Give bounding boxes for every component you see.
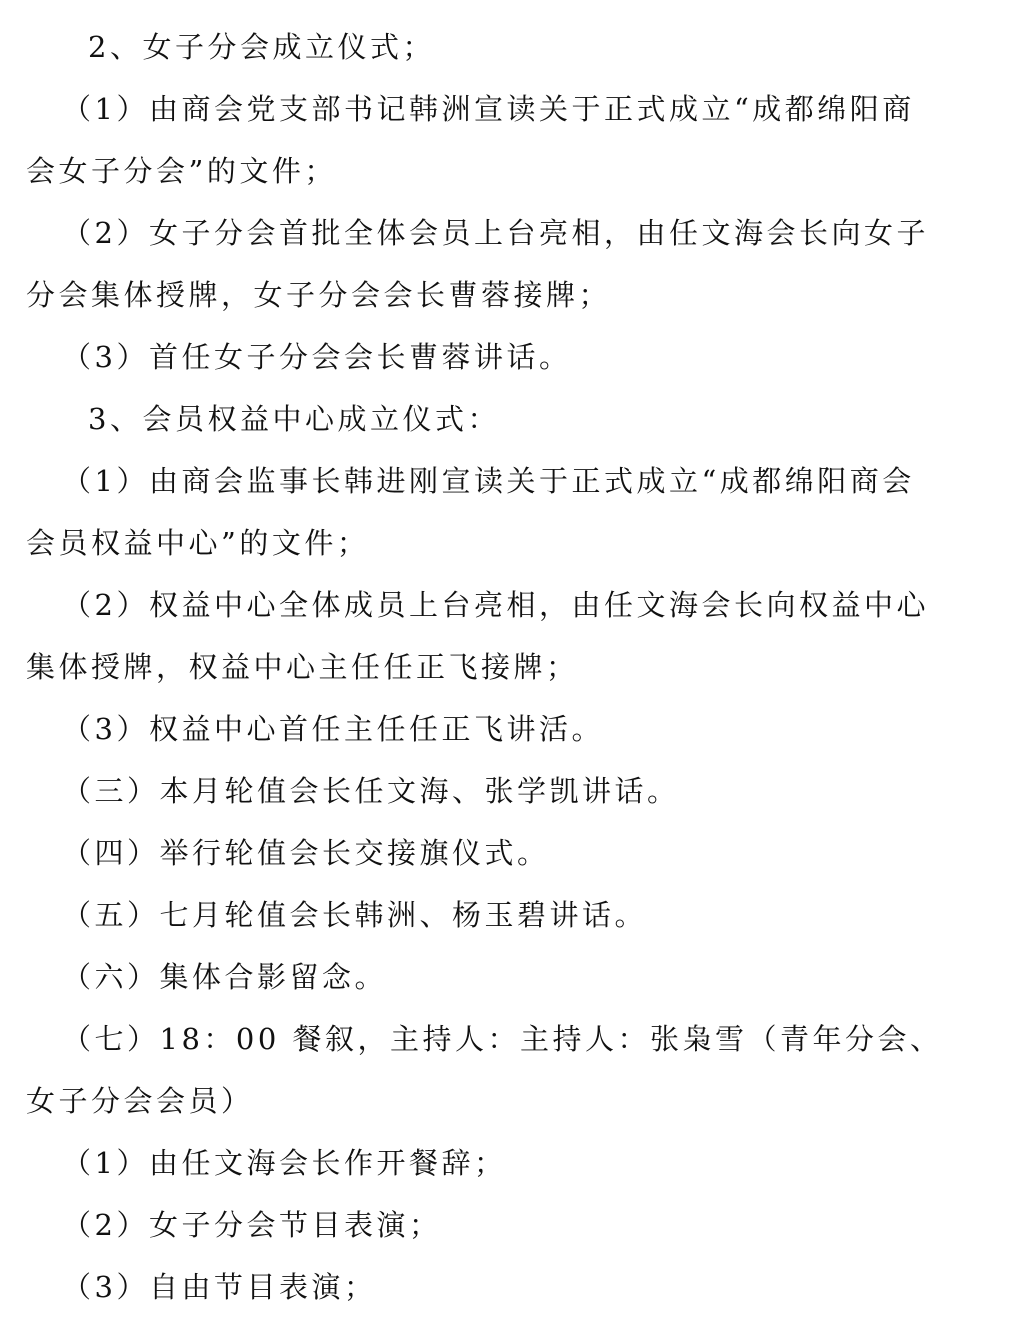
paragraph-line: （3）自由节目表演； <box>62 1270 377 1304</box>
paragraph-line: （四）举行轮值会长交接旗仪式。 <box>62 836 550 870</box>
paragraph-line: 会女子分会”的文件； <box>26 154 337 188</box>
paragraph-line: 集体授牌，权益中心主任任正飞接牌； <box>26 650 579 684</box>
paragraph-line: （3）权益中心首任主任任正飞讲活。 <box>62 712 604 746</box>
paragraph-line: 分会集体授牌，女子分会会长曹蓉接牌； <box>26 278 612 312</box>
paragraph-line: （六）集体合影留念。 <box>62 960 388 994</box>
paragraph-line: （1）由任文海会长作开餐辞； <box>62 1146 507 1180</box>
heading-women-branch: 2、女子分会成立仪式； <box>88 30 435 64</box>
paragraph-line: （2）女子分会节目表演； <box>62 1208 442 1242</box>
paragraph-line: （2）女子分会首批全体会员上台亮相，由任文海会长向女子 <box>62 216 929 250</box>
paragraph-line: （五）七月轮值会长韩洲、杨玉碧讲话。 <box>62 898 648 932</box>
paragraph-line: 女子分会会员） <box>26 1084 254 1118</box>
paragraph-line: 会员权益中心”的文件； <box>26 526 370 560</box>
paragraph-line: （1）由商会党支部书记韩洲宣读关于正式成立“成都绵阳商 <box>62 92 915 126</box>
paragraph-line: （七）18：00 餐叙，主持人：主持人：张枭雪（青年分会、 <box>62 1022 943 1056</box>
paragraph-line: （三）本月轮值会长任文海、张学凯讲话。 <box>62 774 680 808</box>
paragraph-line: （1）由商会监事长韩进刚宣读关于正式成立“成都绵阳商会 <box>62 464 915 498</box>
paragraph-line: （2）权益中心全体成员上台亮相，由任文海会长向权益中心 <box>62 588 929 622</box>
heading-member-rights: 3、会员权益中心成立仪式： <box>88 402 500 436</box>
paragraph-line: （3）首任女子分会会长曹蓉讲话。 <box>62 340 572 374</box>
